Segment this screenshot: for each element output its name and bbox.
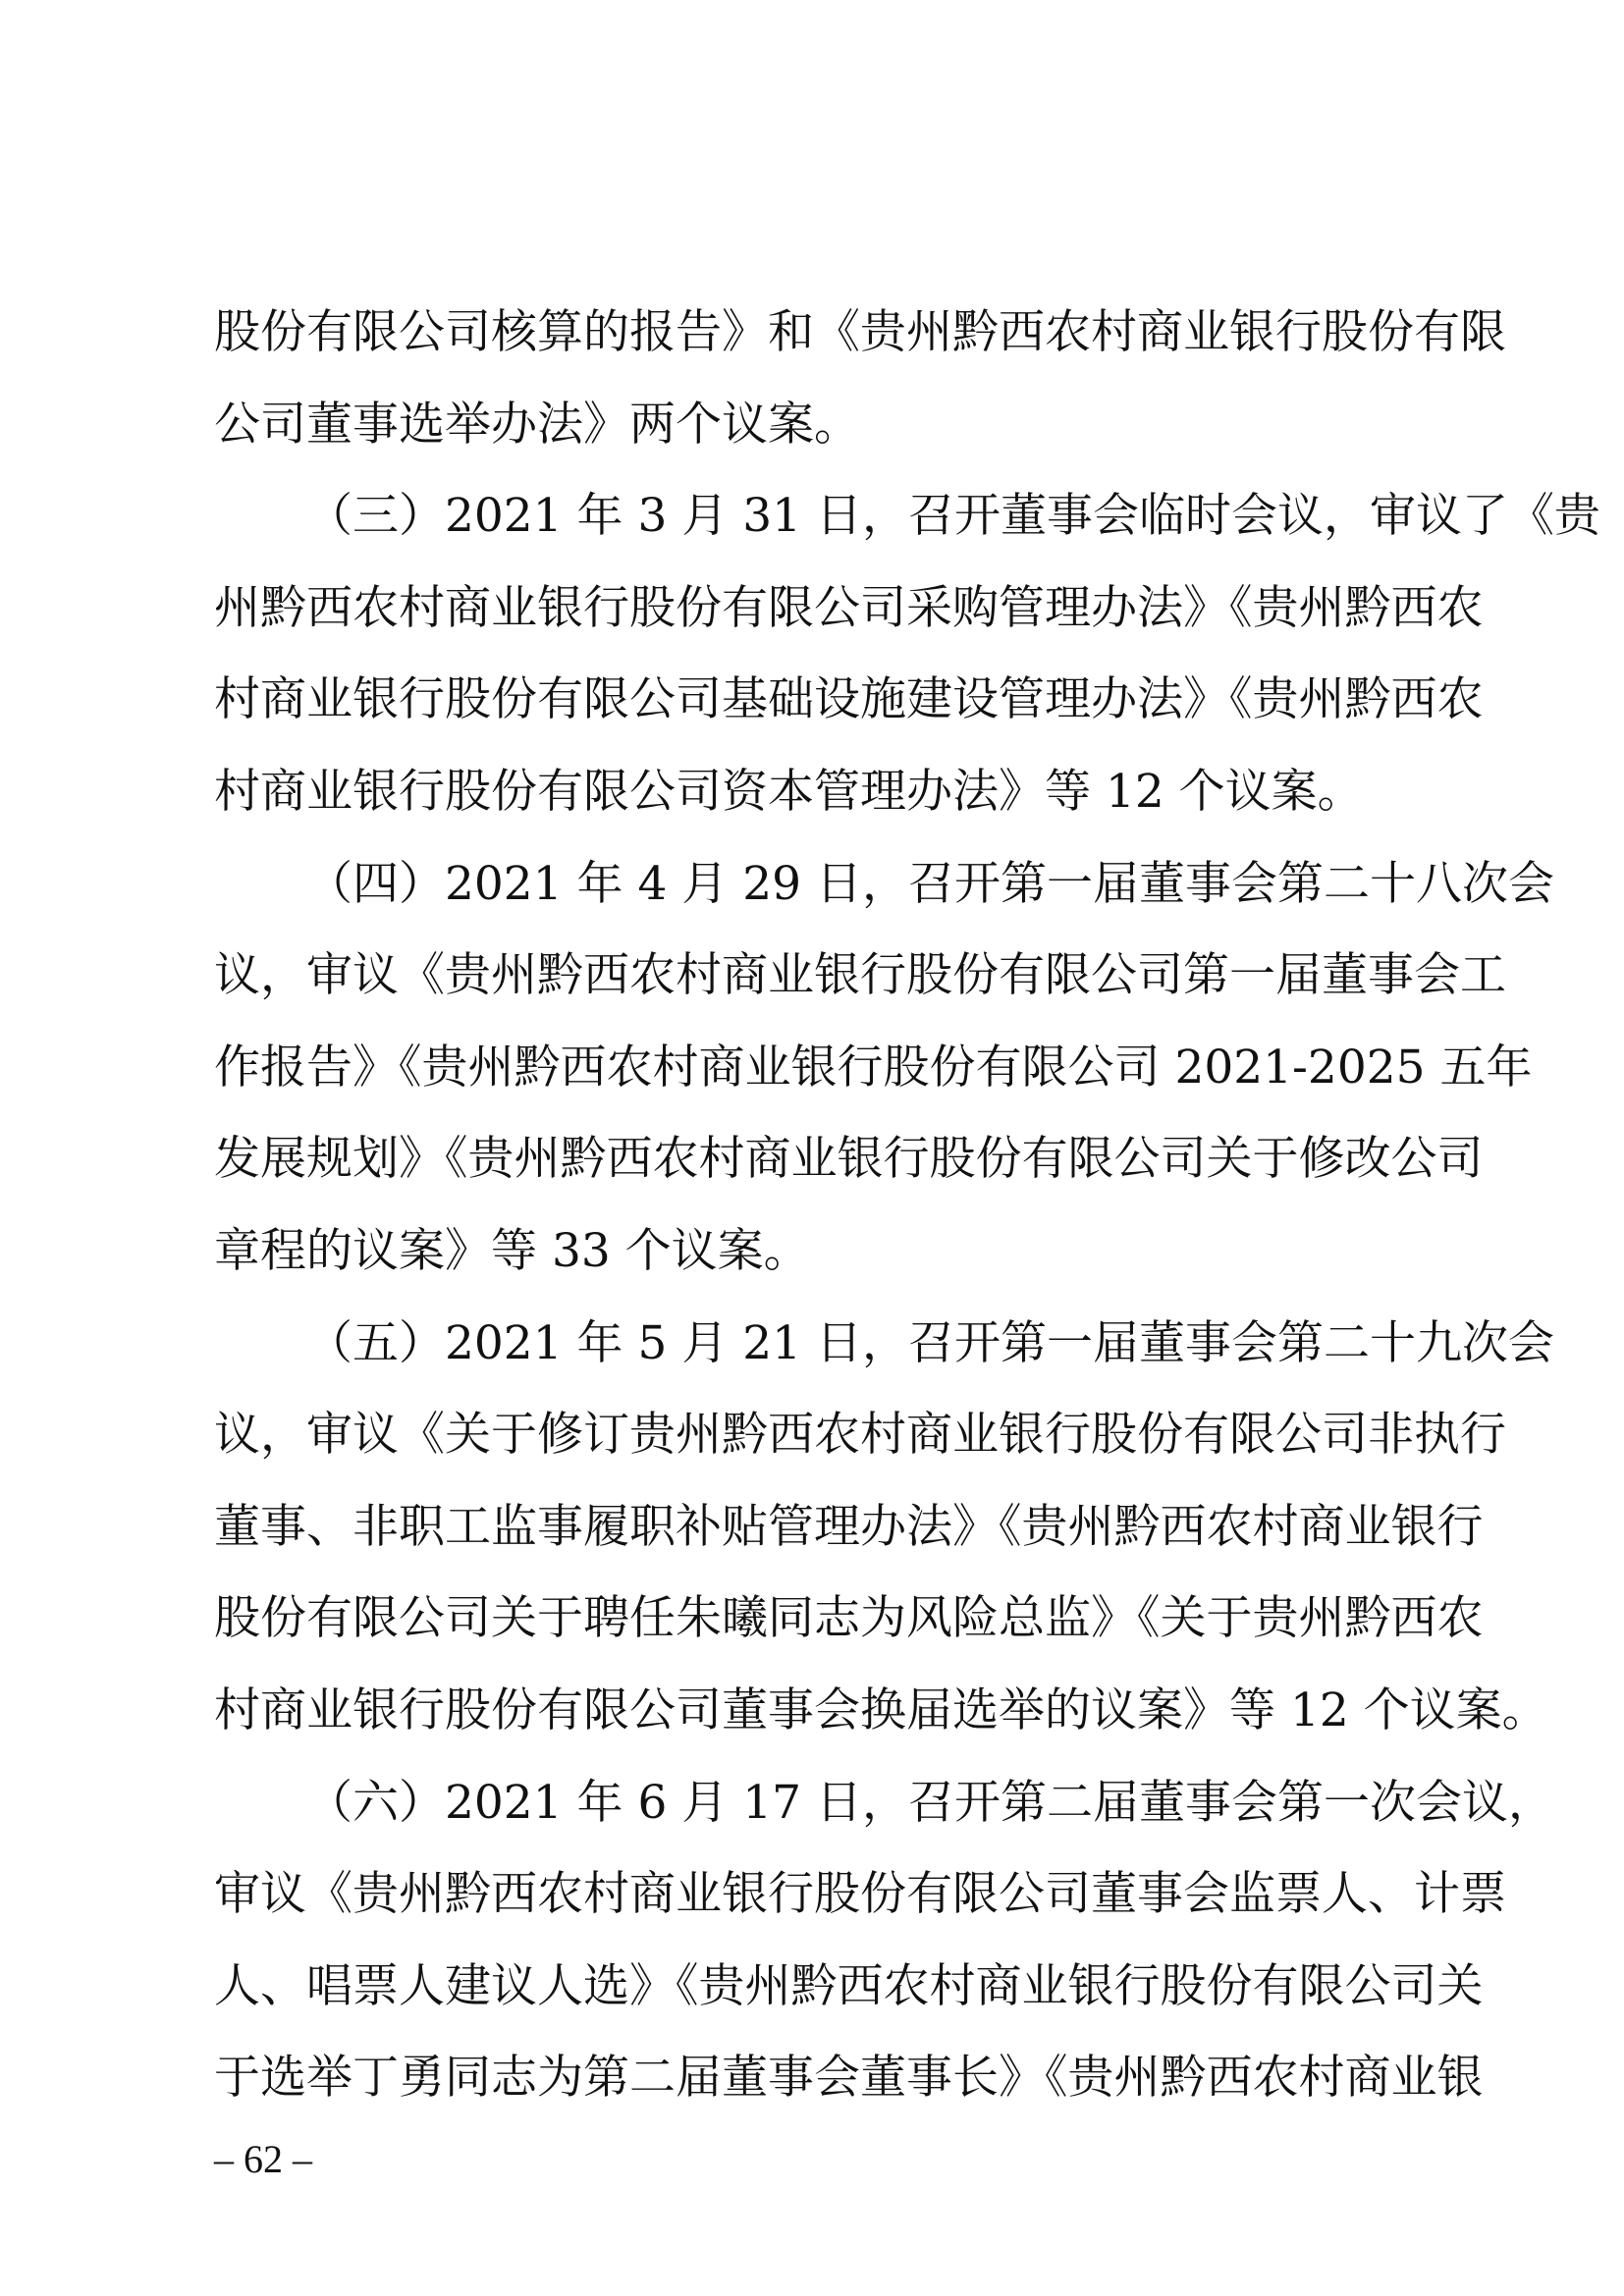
text-line: 议，审议《关于修订贵州黔西农村商业银行股份有限公司非执行 bbox=[214, 1408, 1506, 1463]
paragraph-first-line: （六）2021 年 6 月 17 日，召开第二届董事会第一次会议， bbox=[306, 1775, 1555, 1830]
paragraph-first-line: （四）2021 年 4 月 29 日，召开第一届董事会第二十八次会 bbox=[306, 856, 1555, 911]
body-text bbox=[214, 287, 1601, 2124]
text-line: 议，审议《贵州黔西农村商业银行股份有限公司第一届董事会工 bbox=[214, 948, 1506, 1003]
text-line: 发展规划》《贵州黔西农村商业银行股份有限公司关于修改公司 bbox=[214, 1132, 1484, 1187]
text-line: 章程的议案》等 33 个议案。 bbox=[214, 1223, 810, 1278]
text-line: 州黔西农村商业银行股份有限公司采购管理办法》《贵州黔西农 bbox=[214, 580, 1484, 635]
paragraph-first-line: （五）2021 年 5 月 21 日，召开第一届董事会第二十九次会 bbox=[306, 1315, 1555, 1370]
text-line: 公司董事选举办法》两个议案。 bbox=[214, 397, 860, 452]
text-line: 村商业银行股份有限公司基础设施建设管理办法》《贵州黔西农 bbox=[214, 672, 1484, 727]
text-line: 审议《贵州黔西农村商业银行股份有限公司董事会监票人、计票 bbox=[214, 1867, 1506, 1922]
text-line: 村商业银行股份有限公司资本管理办法》等 12 个议案。 bbox=[214, 764, 1364, 819]
text-line: 作报告》《贵州黔西农村商业银行股份有限公司 2021-2025 五年 bbox=[214, 1040, 1533, 1095]
text-line: 董事、非职工监事履职补贴管理办法》《贵州黔西农村商业银行 bbox=[214, 1499, 1484, 1554]
text-line: 股份有限公司关于聘任朱曦同志为风险总监》《关于贵州黔西农 bbox=[214, 1591, 1484, 1646]
paragraph-first-line: （三）2021 年 3 月 31 日，召开董事会临时会议，审议了《贵 bbox=[306, 489, 1601, 544]
text-line: 村商业银行股份有限公司董事会换届选举的议案》等 12 个议案。 bbox=[214, 1682, 1548, 1737]
text-line: 股份有限公司核算的报告》和《贵州黔西农村商业银行股份有限 bbox=[214, 305, 1506, 359]
text-line: 于选举丁勇同志为第二届董事会董事长》《贵州黔西农村商业银 bbox=[214, 2051, 1484, 2106]
page-number: – 62 – bbox=[214, 2137, 312, 2181]
text-line: 人、唱票人建议人选》《贵州黔西农村商业银行股份有限公司关 bbox=[214, 1958, 1484, 2013]
